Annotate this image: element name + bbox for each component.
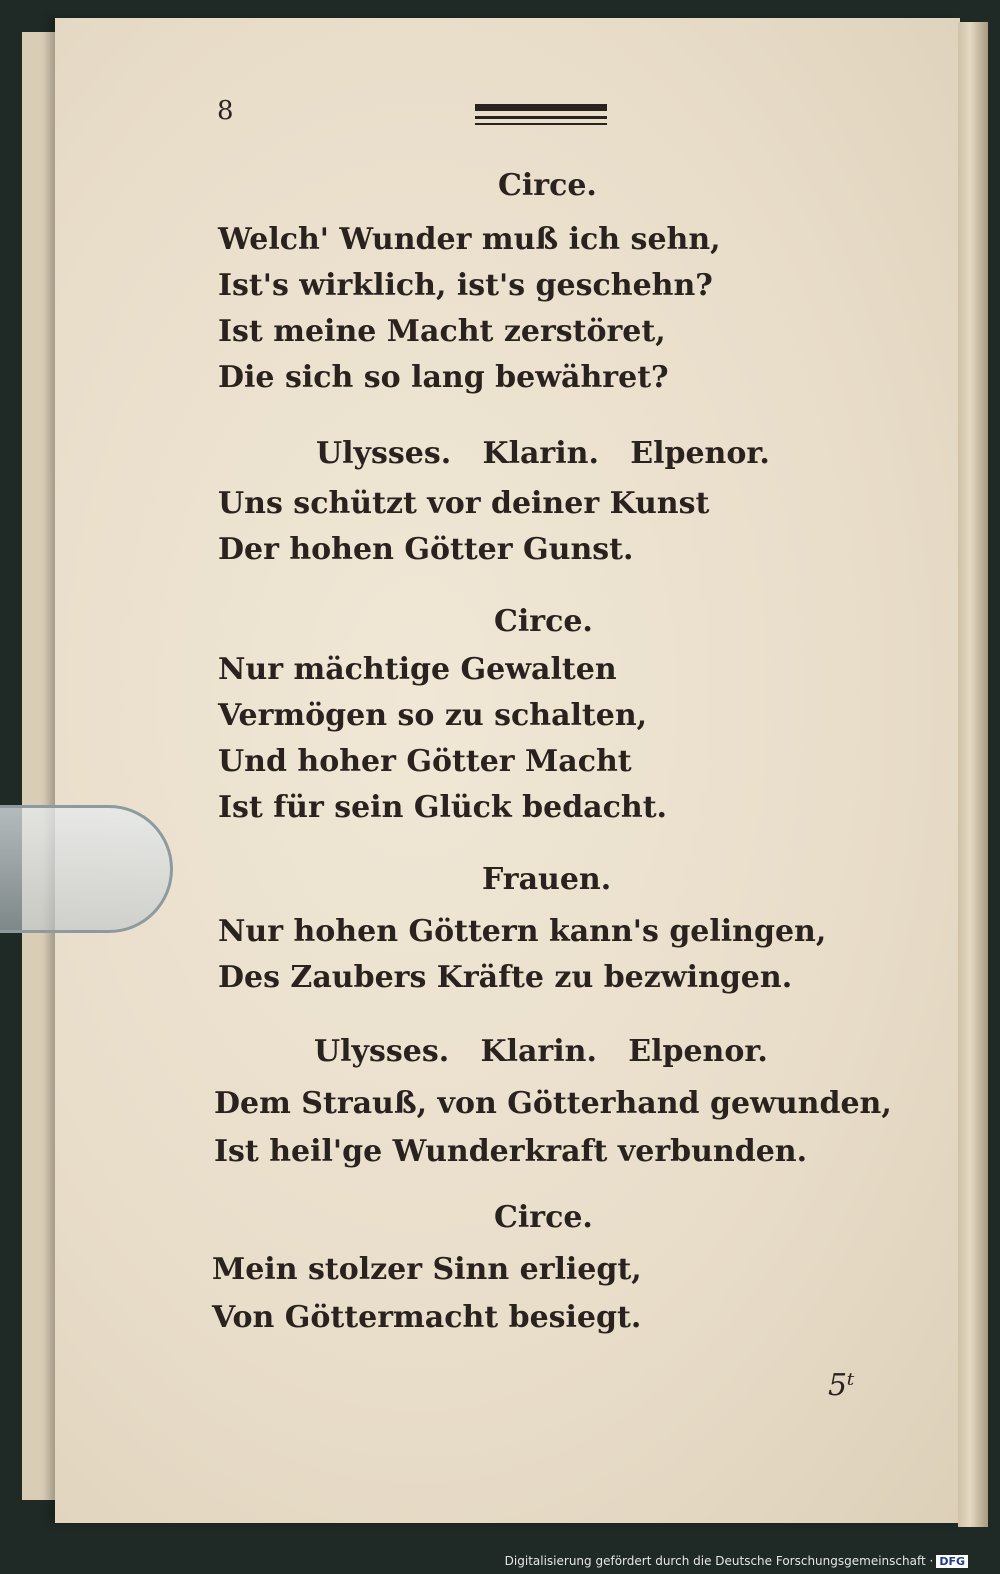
speaker-heading: Circe.: [494, 1200, 593, 1235]
speaker-heading: Ulysses. Klarin. Elpenor.: [316, 436, 770, 471]
verse-line: Und hoher Götter Macht: [218, 744, 632, 779]
footer-text: Digitalisierung gefördert durch die Deutsche Forschungsgemeinschaft ·: [504, 1554, 934, 1568]
signature-mark: 5ᵗ: [828, 1368, 855, 1403]
page-edge: [958, 22, 988, 1527]
verse-line: Ist heil'ge Wunderkraft verbunden.: [214, 1134, 808, 1169]
verse-line: Nur hohen Göttern kann's gelingen,: [218, 914, 827, 949]
verse-line: Ist für sein Glück bedacht.: [218, 790, 668, 825]
verse-line: Welch' Wunder muß ich sehn,: [218, 222, 721, 257]
page-number: 8: [217, 96, 234, 126]
speaker-heading: Circe.: [494, 604, 593, 639]
verse-line: Vermögen so zu schalten,: [218, 698, 648, 733]
verse-line: Dem Strauß, von Götterhand gewunden,: [214, 1086, 892, 1121]
verse-line: Uns schützt vor deiner Kunst: [218, 486, 710, 521]
verse-line: Der hohen Götter Gunst.: [218, 532, 634, 567]
speaker-heading: Circe.: [498, 168, 597, 203]
digitization-footer: [505, 1554, 968, 1568]
verse-line: Die sich so lang bewähret?: [218, 360, 669, 395]
verse-line: Ist meine Macht zerstöret,: [218, 314, 666, 349]
header-rule: [475, 104, 607, 130]
dfg-logo: DFG: [936, 1555, 968, 1568]
page-holder-clip: [0, 805, 173, 933]
verse-line: Von Göttermacht besiegt.: [212, 1300, 642, 1335]
verse-line: Ist's wirklich, ist's geschehn?: [218, 268, 713, 303]
verse-line: Mein stolzer Sinn erliegt,: [212, 1252, 642, 1287]
speaker-heading: Frauen.: [482, 862, 612, 897]
verse-line: Nur mächtige Gewalten: [218, 652, 617, 687]
verse-line: Des Zaubers Kräfte zu bezwingen.: [218, 960, 793, 995]
speaker-heading: Ulysses. Klarin. Elpenor.: [314, 1034, 768, 1069]
